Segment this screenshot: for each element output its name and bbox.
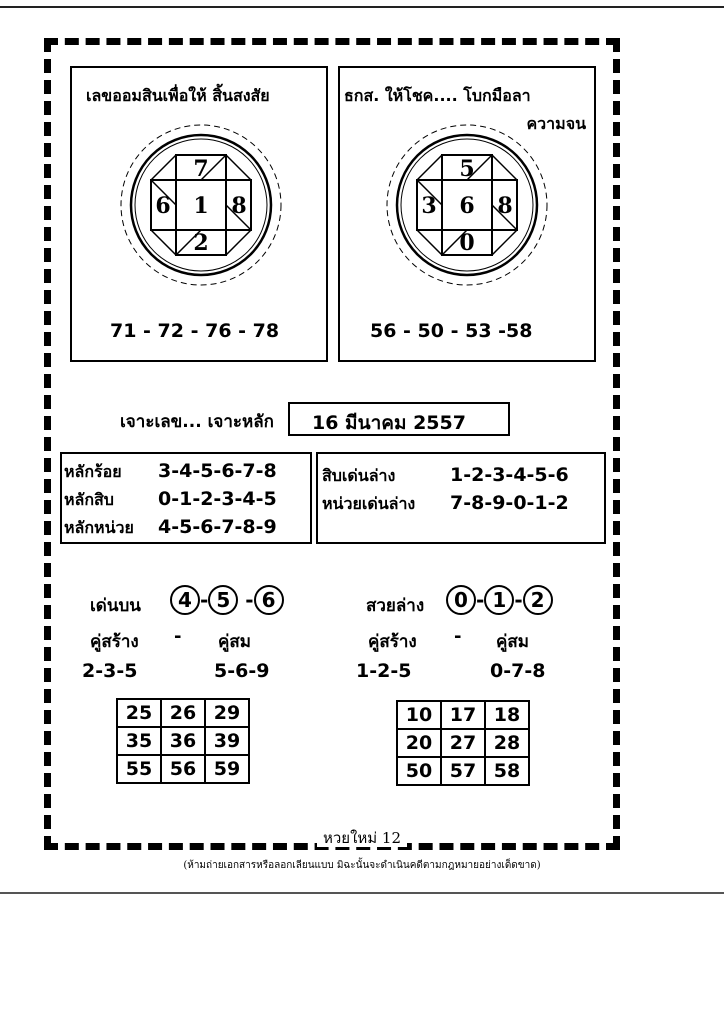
wheel-left-bottom: 2 xyxy=(193,230,209,256)
table-row xyxy=(117,699,249,727)
wheel-right-right: 8 xyxy=(497,193,513,219)
grid-cell: 27 xyxy=(441,729,485,757)
wheel-right xyxy=(382,120,552,290)
grid-cell: 35 xyxy=(117,727,161,755)
table-row xyxy=(117,727,249,755)
wheel-left xyxy=(116,120,286,290)
upper-circle-1: 4 xyxy=(170,585,200,615)
grid-cell: 18 xyxy=(485,701,529,729)
footer-page-label xyxy=(0,826,724,850)
digits-left-value-2: 0-1-2-3-4-5 xyxy=(158,488,277,510)
grid-cell: 57 xyxy=(441,757,485,785)
grid-cell: 26 xyxy=(161,699,205,727)
grid-cell: 10 xyxy=(397,701,441,729)
grid-cell: 58 xyxy=(485,757,529,785)
digits-right-label-1: สิบเด่นล่าง xyxy=(322,466,396,485)
grid-cell: 56 xyxy=(161,755,205,783)
lower-label: สวยล่าง xyxy=(366,596,425,616)
grid-cell: 36 xyxy=(161,727,205,755)
grid-cell: 20 xyxy=(397,729,441,757)
grid-cell: 39 xyxy=(205,727,249,755)
panel-left-title: เลขออมสินเพื่อให้ สิ้นสงสัย xyxy=(86,86,270,105)
page-label: หวยใหม่ 12 xyxy=(317,829,407,847)
digits-right-value-1: 1-2-3-4-5-6 xyxy=(450,464,569,486)
lower-pair-value: 1-2-5 xyxy=(356,660,412,682)
digits-right-box xyxy=(316,452,606,544)
digits-left-box xyxy=(60,452,312,544)
upper-circle-3: 6 xyxy=(254,585,284,615)
panel-right-title-2: ความจน xyxy=(526,114,586,133)
upper-circles: 4 - 5 - 6 xyxy=(170,585,284,615)
digits-right-value-2: 7-8-9-0-1-2 xyxy=(450,492,569,514)
table-row xyxy=(397,729,529,757)
digits-left-label-3: หลักหน่วย xyxy=(64,518,134,537)
scan-edge xyxy=(0,6,724,8)
lower-circle-2: 1 xyxy=(484,585,514,615)
wheel-left-top: 7 xyxy=(193,156,209,182)
upper-match-label: คู่สม xyxy=(218,632,251,652)
table-row xyxy=(397,757,529,785)
upper-dash: - xyxy=(174,626,182,647)
table-row xyxy=(117,755,249,783)
grid-cell: 25 xyxy=(117,699,161,727)
panel-left-numbers: 71 - 72 - 76 - 78 xyxy=(110,320,280,342)
grid-cell: 59 xyxy=(205,755,249,783)
upper-label: เด่นบน xyxy=(90,596,141,616)
grid-cell: 55 xyxy=(117,755,161,783)
date-row-label: เจาะเลข... เจาะหลัก xyxy=(120,412,274,432)
wheel-left-left: 6 xyxy=(155,193,171,219)
panel-right-numbers: 56 - 50 - 53 -58 xyxy=(370,320,533,342)
upper-grid xyxy=(116,698,250,784)
lower-grid xyxy=(396,700,530,786)
grid-cell: 17 xyxy=(441,701,485,729)
wheel-right-top: 5 xyxy=(459,156,475,182)
wheel-left-center: 1 xyxy=(193,193,209,219)
panel-right-title: ธกส. ให้โชค.... โบกมือลา xyxy=(344,86,531,105)
date-text: 16 มีนาคม 2557 xyxy=(312,412,466,434)
upper-match-value: 5-6-9 xyxy=(214,660,270,682)
lower-dash: - xyxy=(454,626,462,647)
lower-circles: 0 - 1 - 2 xyxy=(446,585,553,615)
upper-pair-value: 2-3-5 xyxy=(82,660,138,682)
panel-left xyxy=(70,66,328,362)
panel-right xyxy=(338,66,596,362)
grid-cell: 28 xyxy=(485,729,529,757)
table-row xyxy=(397,701,529,729)
digits-left-value-1: 3-4-5-6-7-8 xyxy=(158,460,277,482)
lower-circle-1: 0 xyxy=(446,585,476,615)
digits-left-label-1: หลักร้อย xyxy=(64,462,122,481)
footer-note: (ห้ามถ่ายเอกสารหรือลอกเลียนแบบ มิฉะนั้นจะดำเนินคดีตามกฎหมายอย่างเด็ดขาด) xyxy=(183,860,541,871)
lower-match-value: 0-7-8 xyxy=(490,660,546,682)
lower-match-label: คู่สม xyxy=(496,632,529,652)
lower-pair-label: คู่สร้าง xyxy=(368,632,417,652)
digits-left-label-2: หลักสิบ xyxy=(64,490,114,509)
grid-cell: 29 xyxy=(205,699,249,727)
upper-pair-label: คู่สร้าง xyxy=(90,632,139,652)
wheel-right-center: 6 xyxy=(459,193,475,219)
lower-circle-3: 2 xyxy=(523,585,553,615)
digits-right-label-2: หน่วยเด่นล่าง xyxy=(322,494,416,513)
digits-left-value-3: 4-5-6-7-8-9 xyxy=(158,516,277,538)
upper-circle-2: 5 xyxy=(208,585,238,615)
wheel-left-right: 8 xyxy=(231,193,247,219)
scan-edge xyxy=(0,892,724,894)
wheel-right-bottom: 0 xyxy=(459,230,475,256)
grid-cell: 50 xyxy=(397,757,441,785)
wheel-right-left: 3 xyxy=(421,193,437,219)
date-box xyxy=(288,402,510,436)
